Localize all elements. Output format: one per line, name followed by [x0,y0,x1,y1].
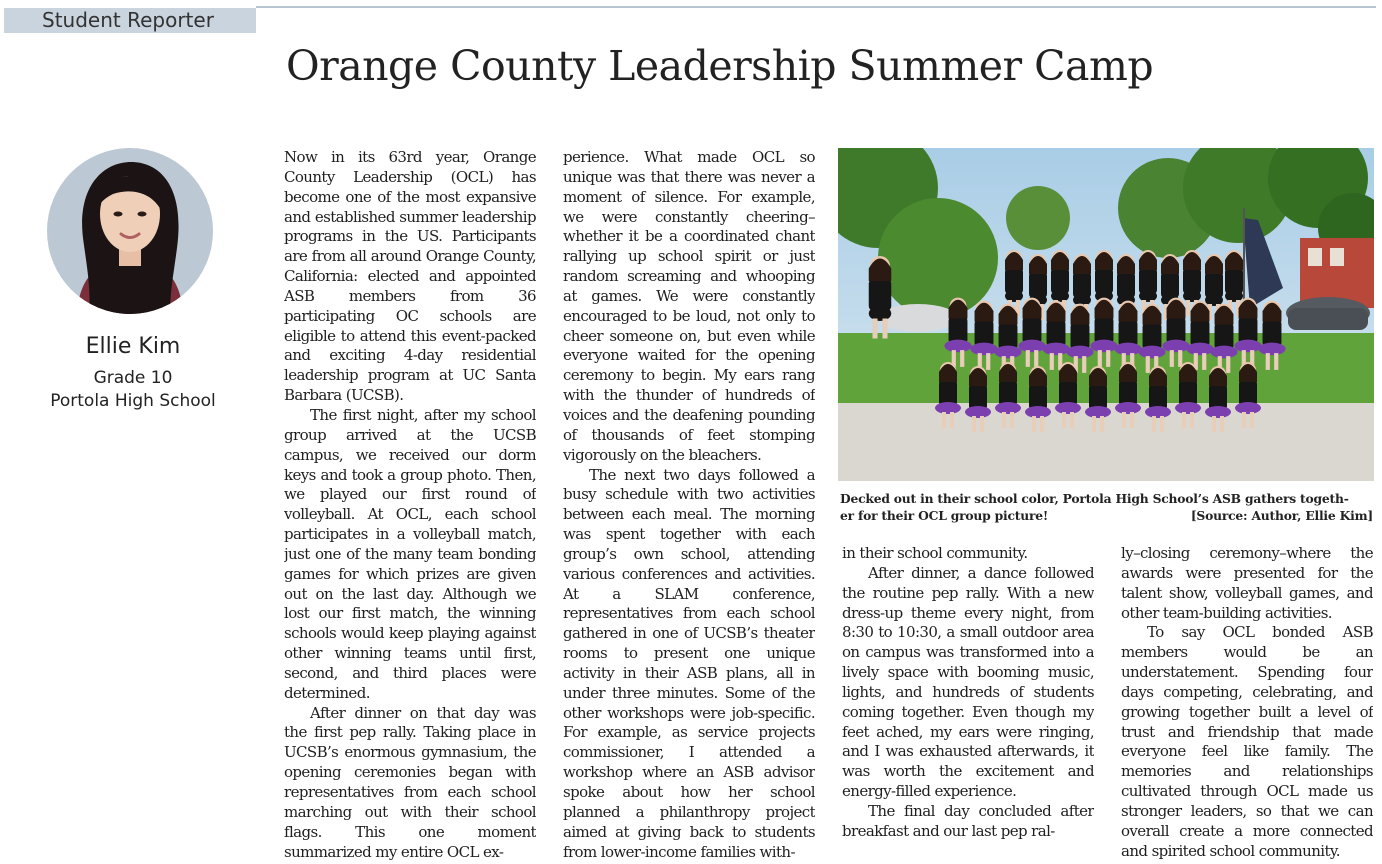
caption-line-1: Decked out in their school color, Portola High School’s ASB gathers togeth- [840,491,1349,506]
paragraph: ly–closing ceremony–where the awards were presented for the talent show, volleyball games, and other team-building activities. [1121,544,1373,622]
paragraph: After dinner, a dance followed the routine pep rally. With a new dress-up theme every night, from 8:30 to 10:30, a small outdoor area on campus was transformed into a lively space with booming music, lights, and hundreds of students coming together. Even though my feet ached, my ears were ringing, and I was exhausted afterwards, it was worth the excitement and energy-filled experience. [842,563,1094,801]
article-column-1 [284,148,536,864]
article-column-2 [563,148,815,864]
paragraph: The final day concluded after breakfast and our last pep ral- [842,801,1094,840]
group-photo [838,148,1374,481]
headline: Orange County Leadership Summer Camp [286,42,1154,90]
photo-source: [Source: Author, Ellie Kim] [1190,508,1373,523]
paragraph: The first night, after my school group arrived at the UCSB campus, we received our dorm keys and took a group photo. Then, we played our first round of volleyball. At OCL, each school participates in a volleyball match, just one of the many team bonding games for which prizes are given out on the last day. Although we lost our first match, the winning schools would keep playing against other winning teams until first, second, and third places were determined. [284,405,536,702]
article-column-3 [842,544,1094,864]
paragraph: To say OCL bonded ASB members would be an understatement. Spending four days competing, celebrating, and growing together built a level of trust and friendship that made everyone feel like family. The memories and relationships cultivated through OCL made us stronger leaders, so that we can overall create a more connected and spirited school community. [1121,623,1373,860]
paragraph: in their school community. [842,544,1028,562]
section-label: Student Reporter [4,8,256,33]
author-name: Ellie Kim [85,334,181,359]
paragraph: Now in its 63rd year, Orange County Leadership (OCL) has become one of the most expansive and established summer leadership programs in the US. Participants are from all around Orange County, California: elected and appointed ASB members from 36 participating OC schools are eligible to attend this event-packed and exciting 4-day residential leadership program at UC Santa Barbara (UCSB). [284,148,536,405]
caption-line-2: er for their OCL group picture! [840,508,1049,523]
paragraph: perience. What made OCL so unique was that there was never a moment of silence. For example, we were constantly cheering–whether it be a coordinated chant rallying up school spirit or just random screaming and whooping at games. We were constantly encouraged to be loud, not only to cheer someone on, but even while everyone waited for the opening ceremony to begin. My ears rang with the thunder of hundreds of voices and the deafening pounding of thousands of feet stomping vigorously on the bleachers. [563,148,815,464]
paragraph: After dinner on that day was the first pep rally. Taking place in UCSB’s enormous gymnasium, the opening ceremonies began with representatives from each school marching out with their school flags. This one moment summarized my entire OCL ex- [284,703,536,861]
paragraph: The next two days followed a busy schedule with two activities between each meal. The morning was spent together with each group’s own school, attending various conferences and activities. At a SLAM conference, representatives from each school gathered in one of UCSB’s theater rooms to present one unique activity in their ASB plans, all in under three minutes. Some of the other workshops were job-specific. For example, as service projects commissioner, I attended a workshop where an ASB advisor spoke about how her school planned a philanthropy project aimed at giving back to students from lower-income families with- [563,465,815,861]
author-school: Portola High School [50,391,216,411]
author-photo [47,148,213,314]
header-rule [256,6,1376,8]
photo-caption [840,490,1373,524]
article-column-4 [1121,544,1373,864]
author-grade: Grade 10 [93,368,173,388]
